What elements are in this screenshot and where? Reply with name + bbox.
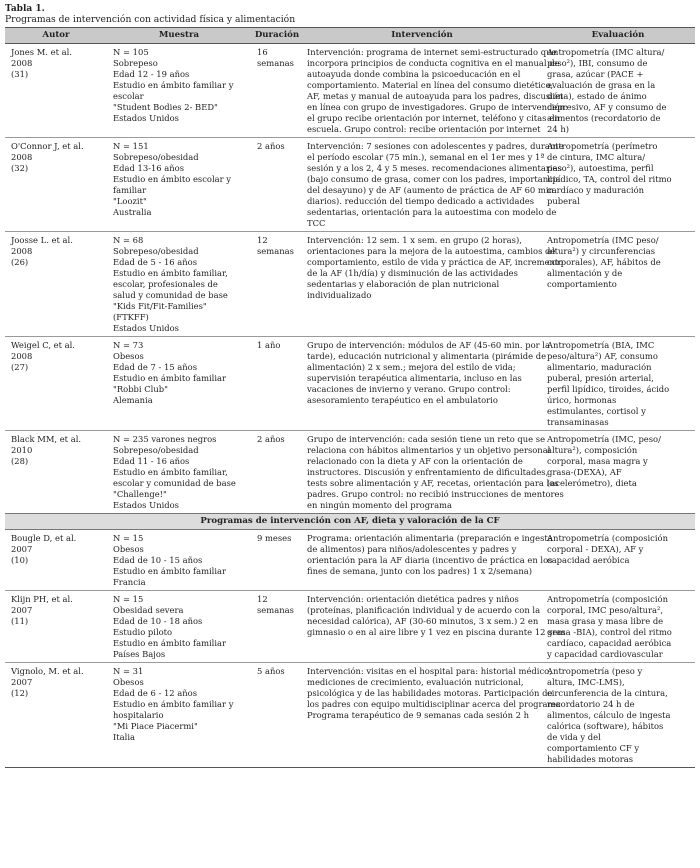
cell-line: Estudio en ámbito familiar, (113, 467, 228, 477)
cell-line: hospitalario (113, 710, 164, 720)
cell-line: circunferencia de la cintura, (547, 688, 668, 698)
cell-line: O'Connor J, et al. (11, 141, 84, 151)
cell-line: Antropometría (composición (547, 594, 668, 604)
cell-evaluacion (541, 44, 695, 138)
table-row (5, 431, 695, 514)
cell-line: Vignolo, M. et al. (11, 666, 84, 676)
table-row (5, 138, 695, 232)
cell-line: N = 73 (113, 340, 144, 350)
cell-line: Estudio en ámbito familiar (113, 638, 227, 648)
cell-line: evaluación de grasa en la (547, 80, 656, 90)
cell-evaluacion (541, 138, 695, 232)
cell-line: Antropometría (composición (547, 533, 668, 543)
cell-line: Black MM, et al. (11, 434, 82, 444)
cell-duracion (251, 44, 303, 138)
cell-line: N = 68 (113, 235, 144, 245)
cell-muestra (107, 530, 251, 591)
cell-line: Edad 11 - 16 años (113, 456, 190, 466)
cell-line: en ningún momento del programa (307, 500, 452, 510)
cell-line: N = 31 (113, 666, 144, 676)
cell-line: Estudio en ámbito familiar, (113, 268, 228, 278)
cell-line: Programa terapéutico de 9 semanas cada sesión 2 h (307, 710, 530, 720)
cell-line: N = 15 (113, 533, 144, 543)
cell-duracion (251, 232, 303, 337)
header-muestra: Muestra (107, 28, 251, 44)
cell-line: de alimentos) para niños/adolescentes y padres y (307, 544, 517, 554)
cell-line: peso²), IBI, consumo de (547, 58, 648, 68)
cell-line: Estudio piloto (113, 627, 173, 637)
cell-line: Jones M. et al. (11, 47, 72, 57)
cell-evaluacion (541, 232, 695, 337)
cell-line: Obesos (113, 351, 144, 361)
cell-line: Estudio en ámbito familiar (113, 566, 227, 576)
cell-line: estimulantes, cortisol y (547, 406, 646, 416)
cell-line: Estudio en ámbito familiar y (113, 699, 234, 709)
cell-line: de la AF (1h/día) y disminución de las actividades (307, 268, 518, 278)
cell-line: puberal, presión arterial, (547, 373, 654, 383)
cell-autor (5, 663, 107, 768)
cell-line: 2 años (257, 434, 285, 444)
cell-line: Edad de 6 - 12 años (113, 688, 197, 698)
cell-line: Antropometría (IMC, peso/ (547, 434, 661, 444)
cell-evaluacion (541, 337, 695, 431)
cell-line: 2 años (257, 141, 285, 151)
header-evaluacion: Evaluación (541, 28, 695, 44)
cell-line: Obesidad severa (113, 605, 184, 615)
cell-intervencion (303, 663, 561, 768)
cell-line: Países Bajos (113, 649, 166, 659)
cell-line: Estudio en ámbito escolar y (113, 174, 232, 184)
cell-line: dieta), estado de ánimo (547, 91, 647, 101)
cell-line: semanas (257, 605, 294, 615)
cell-line: TCC (307, 218, 326, 228)
cell-line: puberal (547, 196, 580, 206)
cell-line: Sobrepeso/obesidad (113, 246, 199, 256)
cell-line: "Student Bodies 2- BED" (113, 102, 218, 112)
cell-line: peso²), autoestima, perfil (547, 163, 654, 173)
cell-line: alimentación) 2 x sem.; mejora del estilo de vida; (307, 362, 516, 372)
cell-line: depresivo, AF y consumo de (547, 102, 667, 112)
cell-line: corporal - DEXA), AF y (547, 544, 644, 554)
cell-line: Edad de 5 - 16 años (113, 257, 197, 267)
cell-muestra (107, 138, 251, 232)
cell-line: alimentario, maduración (547, 362, 652, 372)
cell-line: (12) (11, 688, 29, 698)
cell-line: 24 h) (547, 124, 569, 134)
cell-line: Edad de 7 - 15 años (113, 362, 197, 372)
cell-line: cardíaco y maduración (547, 185, 644, 195)
cell-line: Antropometría (BIA, IMC (547, 340, 655, 350)
cell-line: Bougle D, et al. (11, 533, 77, 543)
cell-line: altura, IMC-LMS), (547, 677, 625, 687)
cell-line: comportamiento (547, 279, 617, 289)
cell-line: corporales), AF, hábitos de (547, 257, 661, 267)
cell-line: 12 (257, 235, 268, 245)
cell-line: autoayuda donde combina la psicoeducación en el (307, 69, 521, 79)
cell-line: AF, metas y manual de autoayuda para los padres, discusión (307, 91, 564, 101)
cell-muestra (107, 663, 251, 768)
cell-line: Antropometría (peso y (547, 666, 643, 676)
cell-line: Antropometría (IMC peso/ (547, 235, 659, 245)
cell-evaluacion (541, 431, 695, 514)
cell-muestra (107, 337, 251, 431)
cell-line: Edad de 10 - 18 años (113, 616, 203, 626)
cell-line: (acelerómetro), dieta (547, 478, 637, 488)
cell-line: Estudio en ámbito familiar (113, 373, 227, 383)
cell-line: 16 (257, 47, 268, 57)
table-label: Tabla 1. (5, 4, 45, 14)
cell-muestra (107, 591, 251, 663)
cell-line: lipídico, TA, control del ritmo (547, 174, 672, 184)
table-row (5, 232, 695, 337)
section-row (5, 514, 695, 530)
cell-line: Intervención: visitas en el hospital para: historial médico, (307, 666, 552, 676)
cell-line: sedentarias y elaboración de plan nutricional (307, 279, 500, 289)
cell-line: Sobrepeso/obesidad (113, 152, 199, 162)
cell-autor (5, 44, 107, 138)
table-row (5, 337, 695, 431)
cell-line: Joosse L. et al. (11, 235, 73, 245)
cell-line: Alemania (113, 395, 153, 405)
cell-line: salud y comunidad de base (113, 290, 228, 300)
cell-line: (32) (11, 163, 29, 173)
cell-line: el grupo recibe orientación por internet, teléfono y citas en (307, 113, 560, 123)
cell-line: Edad de 10 - 15 años (113, 555, 203, 565)
table-title: Programas de intervención con actividad física y alimentación (5, 14, 296, 25)
cell-line: vacaciones de invierno y verano. Grupo control: (307, 384, 511, 394)
header-row (5, 28, 695, 44)
table-body (5, 44, 695, 768)
cell-evaluacion (541, 663, 695, 768)
cell-line: (31) (11, 69, 29, 79)
table-row (5, 591, 695, 663)
section-title: Programas de intervención con AF, dieta y valoración de la CF (5, 514, 695, 530)
cell-line: "Challenge!" (113, 489, 167, 499)
cell-autor (5, 337, 107, 431)
cell-line: Intervención: 7 sesiones con adolescentes y padres, durante (307, 141, 564, 151)
cell-line: (27) (11, 362, 29, 372)
table-row (5, 663, 695, 768)
cell-line: 2007 (11, 544, 33, 554)
cell-line: en línea con grupo de investigadores. Grupo de intervención: (307, 102, 568, 112)
cell-line: masa grasa y masa libre de (547, 616, 664, 626)
cell-line: cardíaco, capacidad aeróbica (547, 638, 672, 648)
cell-line: Obesos (113, 544, 144, 554)
cell-line: Klijn PH, et al. (11, 594, 73, 604)
cell-line: Sobrepeso/obesidad (113, 445, 199, 455)
cell-muestra (107, 431, 251, 514)
table-row (5, 44, 695, 138)
cell-line: habilidades motoras (547, 754, 634, 764)
cell-line: perfil lipídico, tiroides, ácido (547, 384, 670, 394)
cell-line: el período escolar (75 min.), semanal en el 1er mes y 1ª (307, 152, 545, 162)
cell-line: alimentos, cálculo de ingesta (547, 710, 671, 720)
cell-line: comportamiento CF y (547, 743, 640, 753)
cell-line: N = 235 varones negros (113, 434, 217, 444)
cell-line: (proteínas, planificación individual y de acuerdo con la (307, 605, 541, 615)
cell-line: transaminasas (547, 417, 609, 427)
cell-duracion (251, 337, 303, 431)
header-intervencion: Intervención (303, 28, 541, 44)
cell-line: grasa, azúcar (PACE + (547, 69, 644, 79)
cell-intervencion (303, 337, 550, 431)
cell-line: sedentarias, orientación para la autoestima con modelo de (307, 207, 557, 217)
cell-line: (28) (11, 456, 29, 466)
cell-line: altura²) y circunferencias (547, 246, 656, 256)
cell-line: relacionado con la dieta y AF con la orientación de (307, 456, 523, 466)
cell-line: recordatorio 24 h de (547, 699, 635, 709)
cell-line: 2010 (11, 445, 33, 455)
table-figure (5, 4, 695, 768)
cell-line: 2008 (11, 351, 33, 361)
cell-line: orientaciones para la mejora de la autoestima, cambios de (307, 246, 556, 256)
cell-line: Edad 12 - 19 años (113, 69, 190, 79)
cell-line: necesidad calórica), AF (30-60 minutos, 3 x sem.) 2 en (307, 616, 539, 626)
cell-line: Estados Unidos (113, 323, 179, 333)
cell-line: (10) (11, 555, 29, 565)
cell-line: Weigel C, et al. (11, 340, 75, 350)
cell-line: 2008 (11, 58, 33, 68)
cell-line: escolar y comunidad de base (113, 478, 236, 488)
cell-line: instructores. Discusión y enfrentamiento de dificultades, (307, 467, 549, 477)
cell-line: tests sobre alimentación y AF, recetas, orientación para los (307, 478, 559, 488)
cell-line: "Kids Fit/Fit-Families" (113, 301, 207, 311)
interventions-table (5, 27, 695, 768)
cell-line: (FTKFF) (113, 312, 149, 322)
table-row (5, 530, 695, 591)
cell-line: supervisión terapéutica alimentaria, incluso en las (307, 373, 522, 383)
cell-line: semanas (257, 246, 294, 256)
cell-line: Antropometría (IMC altura/ (547, 47, 665, 57)
cell-intervencion (303, 232, 564, 337)
cell-line: familiar (113, 185, 147, 195)
cell-line: Sobrepeso (113, 58, 158, 68)
cell-line: alimentos (recordatorio de (547, 113, 661, 123)
cell-line: altura²), composición (547, 445, 638, 455)
cell-line: los padres con equipo multidisciplinar acerca del programa (307, 699, 561, 709)
cell-autor (5, 138, 107, 232)
cell-evaluacion (541, 591, 695, 663)
cell-line: Obesos (113, 677, 144, 687)
cell-line: Grupo de intervención: cada sesión tiene un reto que se (307, 434, 546, 444)
cell-line: Italia (113, 732, 136, 742)
cell-duracion (251, 530, 303, 591)
cell-line: padres. Grupo control: no recibió instrucciones de mentores (307, 489, 564, 499)
cell-autor (5, 530, 107, 591)
cell-line: asesoramiento terapéutico en el ambulatorio (307, 395, 498, 405)
cell-line: N = 151 (113, 141, 149, 151)
cell-line: Intervención: programa de internet semi-estructurado que (307, 47, 557, 57)
cell-line: calórica (software), hábitos (547, 721, 664, 731)
cell-line: escolar (113, 91, 144, 101)
cell-line: y capacidad cardiovascular (547, 649, 663, 659)
cell-line: 2007 (11, 605, 33, 615)
cell-line: fines de semana, junto con los padres) 1 x 2/semana) (307, 566, 532, 576)
cell-line: Grupo de intervención: módulos de AF (45-60 min. por la (307, 340, 550, 350)
cell-duracion (251, 663, 303, 768)
cell-line: Australia (113, 207, 152, 217)
cell-line: Edad 13-16 años (113, 163, 185, 173)
header-duracion: Duración (251, 28, 303, 44)
cell-line: corporal, IMC peso/altura², (547, 605, 664, 615)
cell-line: comportamiento. Material en línea del consumo dietético, (307, 80, 554, 90)
cell-line: "Loozit" (113, 196, 147, 206)
cell-duracion (251, 431, 303, 514)
cell-line: corporal, masa magra y (547, 456, 648, 466)
cell-line: Intervención: orientación dietética padres y niños (307, 594, 519, 604)
cell-line: 2008 (11, 152, 33, 162)
cell-line: peso/altura²) AF, consumo (547, 351, 658, 361)
cell-line: de vida y del (547, 732, 601, 742)
cell-line: tarde), educación nutricional y alimentaria (pirámide de (307, 351, 547, 361)
cell-line: grasa -BIA), control del ritmo (547, 627, 672, 637)
header-autor: Autor (5, 28, 107, 44)
cell-line: grasa-(DEXA), AF (547, 467, 622, 477)
cell-line: N = 15 (113, 594, 144, 604)
cell-muestra (107, 44, 251, 138)
cell-line: psicológica y de las habilidades motoras. Participación de (307, 688, 553, 698)
cell-line: Programa: orientación alimentaria (preparación e ingesta (307, 533, 553, 543)
cell-line: comportamiento, estilo de vida y práctica de AF, incremento (307, 257, 564, 267)
cell-intervencion (303, 431, 564, 514)
cell-line: escuela. Grupo control: recibe orientación por internet (307, 124, 541, 134)
cell-line: diarios). reducción del tiempo dedicado a actividades (307, 196, 535, 206)
cell-line: gimnasio o en al aire libre y 1 vez en piscina durante 12 sem (307, 627, 566, 637)
cell-line: 2008 (11, 246, 33, 256)
cell-duracion (251, 591, 303, 663)
cell-line: (26) (11, 257, 29, 267)
cell-line: semanas (257, 58, 294, 68)
cell-muestra (107, 232, 251, 337)
cell-line: (11) (11, 616, 29, 626)
cell-line: incorpora principios de conducta cognitiva en el manual de (307, 58, 560, 68)
cell-line: 1 año (257, 340, 281, 350)
cell-autor (5, 431, 107, 514)
cell-line: Intervención: 12 sem. 1 x sem. en grupo (2 horas), (307, 235, 522, 245)
cell-line: úrico, hormonas (547, 395, 617, 405)
cell-line: Estados Unidos (113, 113, 179, 123)
cell-line: Antropometría (perímetro (547, 141, 658, 151)
cell-line: escolar, profesionales de (113, 279, 218, 289)
cell-line: relaciona con hábitos alimentarios y un objetivo personal (307, 445, 551, 455)
cell-line: Estados Unidos (113, 500, 179, 510)
cell-duracion (251, 138, 303, 232)
cell-line: orientación para la AF diaria (incentivo de práctica en los (307, 555, 553, 565)
cell-line: "Mi Piace Piacermi" (113, 721, 198, 731)
cell-line: 9 meses (257, 533, 292, 543)
cell-line: "Robbi Club" (113, 384, 168, 394)
cell-line: alimentación y de (547, 268, 623, 278)
cell-line: 2007 (11, 677, 33, 687)
cell-line: del desayuno) y de AF (aumento de práctica de AF 60 min. (307, 185, 557, 195)
cell-autor (5, 232, 107, 337)
cell-line: Estudio en ámbito familiar y (113, 80, 234, 90)
cell-line: (bajo consumo de grasa, comer con los padres, importancia (307, 174, 561, 184)
cell-line: individualizado (307, 290, 372, 300)
cell-line: de cintura, IMC altura/ (547, 152, 646, 162)
cell-line: 12 (257, 594, 268, 604)
cell-line: Francia (113, 577, 146, 587)
cell-line: sesión y a los 2, 4 y 5 meses. recomendaciones alimentarias (307, 163, 562, 173)
cell-line: mediciones de crecimiento, evaluación nutricional, (307, 677, 524, 687)
cell-autor (5, 591, 107, 663)
cell-line: N = 105 (113, 47, 149, 57)
cell-evaluacion (541, 530, 695, 591)
cell-line: 5 años (257, 666, 285, 676)
cell-intervencion (303, 591, 566, 663)
cell-intervencion (303, 530, 553, 591)
cell-line: capacidad aeróbica (547, 555, 630, 565)
